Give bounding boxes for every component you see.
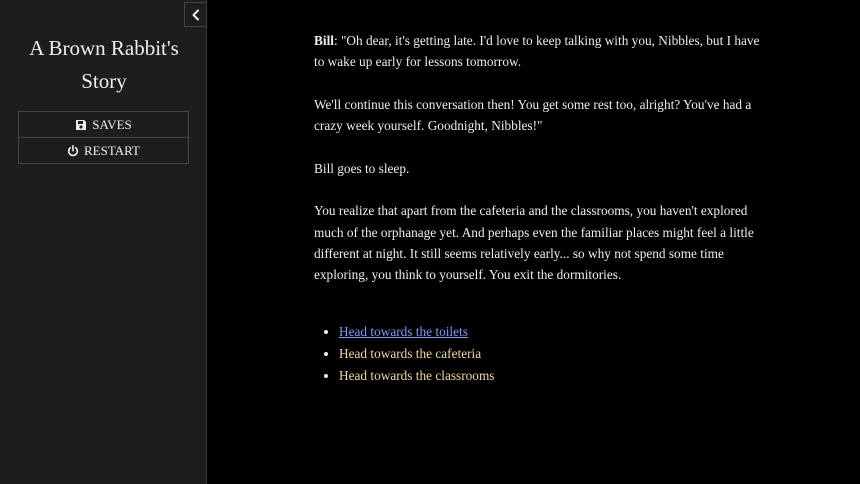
story-passage (314, 30, 764, 387)
speaker-name: Bill (314, 33, 334, 48)
story-title: A Brown Rabbit's Story (29, 36, 179, 93)
list-item (339, 321, 764, 343)
saves-button[interactable] (19, 112, 188, 137)
restart-button[interactable] (19, 137, 188, 163)
passage-paragraph: You realize that apart from the cafeteria and the classrooms, you haven't explored much of the orphanage yet. And perhaps even the familiar places might feel a little different at night. It still seems relatively early... so why not spend some time exploring, you think to yourself. You exit the dormitories. (314, 203, 754, 283)
floppy-disk-icon (75, 119, 87, 131)
restart-label: RESTART (84, 142, 140, 158)
choice-list (314, 321, 764, 387)
sidebar (0, 0, 207, 484)
list-item (339, 365, 764, 387)
power-icon (67, 145, 79, 157)
saves-label: SAVES (92, 116, 132, 132)
passage-paragraph: Bill goes to sleep. (314, 160, 410, 176)
passage-paragraph: We'll continue this conversation then! You get some rest too, alright? You've had a crazy week yourself. Goodnight, Nibbles!" (314, 96, 752, 134)
choice-cafeteria-link[interactable]: Head towards the cafeteria (339, 345, 482, 361)
choice-classrooms-link[interactable]: Head towards the classrooms (339, 367, 495, 383)
passage-paragraph (314, 30, 764, 73)
choice-toilets-link[interactable]: Head towards the toilets (339, 323, 468, 339)
sidebar-menu (18, 111, 189, 164)
dialogue-text: : "Oh dear, it's getting late. I'd love to keep talking with you, Nibbles, but I have to wake up early for lessons tomorrow. (314, 33, 760, 70)
list-item (339, 343, 764, 365)
sidebar-toggle-button[interactable] (184, 2, 207, 27)
chevron-left-icon (191, 9, 201, 21)
